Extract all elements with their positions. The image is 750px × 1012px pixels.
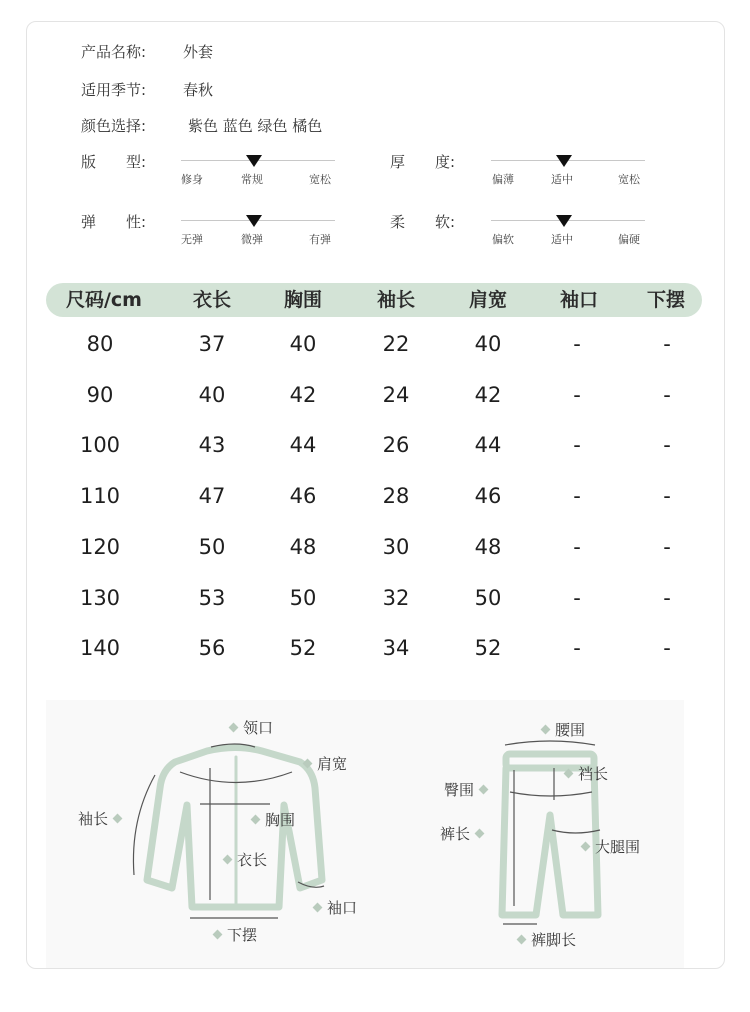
diamond-icon: [517, 935, 527, 945]
diamond-icon: [223, 855, 233, 865]
table-cell: 28: [382, 484, 410, 508]
jacket-outline: [147, 748, 322, 908]
fit-tick: 常规: [241, 173, 263, 186]
shoulder-label: 肩宽: [298, 753, 347, 774]
hip-label: 臀围: [444, 779, 493, 800]
length-label: 衣长: [218, 849, 267, 870]
table-cell: 37: [198, 332, 226, 356]
diamond-icon: [213, 930, 223, 940]
table-cell: 53: [198, 586, 226, 610]
table-cell: 22: [382, 332, 410, 356]
color-value: 紫色 蓝色 绿色 橘色: [188, 117, 323, 135]
column-header: 下摆: [646, 289, 685, 311]
table-cell: -: [573, 586, 581, 610]
table-cell: 40: [289, 332, 317, 356]
table-cell: 40: [474, 332, 502, 356]
table-cell: 26: [382, 433, 410, 457]
season-label: 适用季节:: [81, 81, 147, 99]
softness-tick: 适中: [551, 233, 573, 246]
elasticity-tick: 有弹: [309, 233, 331, 246]
cuff-label: 袖口: [308, 897, 357, 918]
diamond-icon: [251, 815, 261, 825]
table-cell: 50: [289, 586, 317, 610]
table-cell: -: [573, 535, 581, 559]
table-cell: -: [573, 433, 581, 457]
diamond-icon: [541, 725, 551, 735]
table-cell: -: [663, 535, 671, 559]
diamond-icon: [229, 723, 239, 733]
table-cell: 40: [198, 383, 226, 407]
table-cell: 56: [198, 636, 226, 660]
thickness-label: 厚 度:: [390, 153, 456, 171]
size-cell: 130: [79, 586, 121, 610]
table-cell: -: [573, 383, 581, 407]
table-cell: -: [663, 383, 671, 407]
fit-label: 版 型:: [81, 153, 147, 171]
table-cell: -: [573, 332, 581, 356]
diamond-icon: [113, 814, 123, 824]
table-cell: -: [663, 636, 671, 660]
table-cell: 44: [474, 433, 502, 457]
column-header: 袖口: [559, 289, 598, 311]
size-cell: 100: [79, 433, 121, 457]
table-cell: 47: [198, 484, 226, 508]
chest-label: 胸围: [246, 809, 295, 830]
table-cell: 48: [474, 535, 502, 559]
elasticity-tick: 无弹: [181, 233, 203, 246]
table-cell: 30: [382, 535, 410, 559]
table-cell: 52: [474, 636, 502, 660]
thigh-label: 大腿围: [576, 836, 640, 857]
table-cell: 46: [289, 484, 317, 508]
column-header: 胸围: [283, 289, 322, 311]
diamond-icon: [581, 842, 591, 852]
waist-label: 腰围: [536, 719, 585, 740]
table-cell: -: [663, 586, 671, 610]
table-cell: 42: [289, 383, 317, 407]
column-header: 袖长: [376, 289, 415, 311]
size-cell: 90: [86, 383, 114, 407]
size-cell: 110: [79, 484, 121, 508]
fit-tick: 宽松: [309, 173, 331, 186]
thickness-tick: 宽松: [618, 173, 640, 186]
color-label: 颜色选择:: [81, 117, 147, 135]
size-cell: 140: [79, 636, 121, 660]
product-name-value: 外套: [183, 43, 214, 61]
size-cell: 120: [79, 535, 121, 559]
thickness-tick: 适中: [551, 173, 573, 186]
softness-label: 柔 软:: [390, 213, 456, 231]
elasticity-label: 弹 性:: [81, 213, 147, 231]
elasticity-tick: 微弹: [241, 233, 263, 246]
table-cell: 32: [382, 586, 410, 610]
table-cell: -: [663, 332, 671, 356]
softness-tick: 偏硬: [618, 233, 640, 246]
table-cell: 43: [198, 433, 226, 457]
diamond-icon: [303, 759, 313, 769]
leg-opening-label: 裤脚长: [512, 929, 576, 950]
diamond-icon: [479, 785, 489, 795]
table-cell: 50: [474, 586, 502, 610]
table-cell: -: [663, 484, 671, 508]
table-cell: 52: [289, 636, 317, 660]
table-cell: 34: [382, 636, 410, 660]
column-header: 衣长: [192, 289, 231, 311]
sleeve-label: 袖长: [78, 808, 127, 829]
rise-label: 裆长: [559, 763, 608, 784]
table-cell: -: [573, 636, 581, 660]
pant-length-label: 裤长: [440, 823, 489, 844]
collar-label: 领口: [224, 717, 273, 738]
size-cell: 80: [86, 332, 114, 356]
column-header: 尺码/cm: [65, 289, 142, 311]
product-name-label: 产品名称:: [81, 43, 147, 61]
table-cell: 42: [474, 383, 502, 407]
table-cell: -: [573, 484, 581, 508]
table-cell: 44: [289, 433, 317, 457]
diamond-icon: [313, 903, 323, 913]
thickness-tick: 偏薄: [492, 173, 514, 186]
fit-tick: 修身: [181, 173, 203, 186]
diamond-icon: [475, 829, 485, 839]
season-value: 春秋: [183, 81, 214, 99]
table-cell: 48: [289, 535, 317, 559]
table-cell: 46: [474, 484, 502, 508]
hem-label: 下摆: [208, 924, 257, 945]
diamond-icon: [564, 769, 574, 779]
table-cell: 24: [382, 383, 410, 407]
softness-tick: 偏软: [492, 233, 514, 246]
column-header: 肩宽: [468, 289, 507, 311]
table-cell: 50: [198, 535, 226, 559]
table-cell: -: [663, 433, 671, 457]
